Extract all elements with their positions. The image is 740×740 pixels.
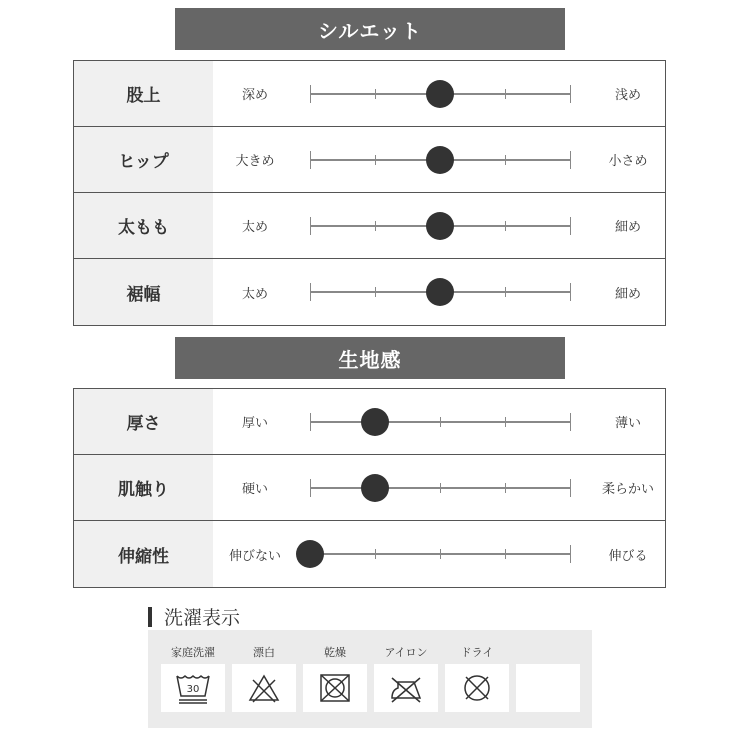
scale-right-label: 浅め xyxy=(614,88,641,103)
scale-tick xyxy=(440,417,441,427)
scale-tick xyxy=(310,479,311,497)
scale-tick xyxy=(310,413,311,431)
scale-right-label: 薄い xyxy=(614,416,641,431)
wash-tub-30-icon xyxy=(161,664,225,712)
scale-row xyxy=(74,259,665,325)
scale-tick xyxy=(505,287,506,297)
scale-row xyxy=(74,127,665,193)
fabric-banner xyxy=(175,337,565,379)
row-label: 肌触り xyxy=(74,455,213,520)
row-label: ヒップ xyxy=(74,127,213,192)
wash-temp: 30 xyxy=(186,684,200,695)
scale-tick xyxy=(505,483,506,493)
scale-tick xyxy=(570,283,571,301)
wash-label: 家庭洗濯 xyxy=(171,646,215,659)
scale-tick xyxy=(505,549,506,559)
scale-tick xyxy=(505,221,506,231)
washing-heading xyxy=(148,603,240,630)
scale-right-label: 伸びる xyxy=(608,548,648,564)
scale-left-label: 太め xyxy=(241,286,268,302)
scale-row xyxy=(74,455,665,521)
scale-tick xyxy=(310,217,311,235)
scale-tick xyxy=(570,217,571,235)
no-iron-icon xyxy=(374,664,438,712)
scale-tick xyxy=(375,155,376,165)
wash-label: 乾燥 xyxy=(324,646,346,659)
row-label: 股上 xyxy=(74,61,213,126)
row-label: 伸縮性 xyxy=(74,521,213,587)
row-label: 裾幅 xyxy=(74,259,213,325)
silhouette-banner xyxy=(175,8,565,50)
scale-row xyxy=(74,61,665,127)
scale-tick xyxy=(310,85,311,103)
scale-left-label: 太め xyxy=(241,220,268,235)
scale-left-label: 深め xyxy=(241,88,268,103)
scale-tick xyxy=(310,283,311,301)
scale-row xyxy=(74,521,665,587)
row-label: 厚さ xyxy=(74,389,213,454)
scale-row xyxy=(74,389,665,455)
scale-right-label: 細め xyxy=(614,220,641,235)
scale-marker xyxy=(426,278,454,306)
silhouette-table xyxy=(73,60,666,326)
washing-title: 洗濯表示 xyxy=(164,607,241,629)
fabric-title: 生地感 xyxy=(338,347,402,372)
scale-marker xyxy=(296,540,324,568)
scale-tick xyxy=(310,151,311,169)
scale-right-label: 柔らかい xyxy=(601,482,654,497)
scale-tick xyxy=(375,549,376,559)
scale-tick xyxy=(375,287,376,297)
scale-tick xyxy=(505,417,506,427)
scale-tick xyxy=(375,89,376,99)
scale-left-label: 大きめ xyxy=(235,154,275,169)
scale-left-label: 厚い xyxy=(241,416,268,431)
row-label: 太もも xyxy=(74,193,213,258)
wash-label: 漂白 xyxy=(253,646,275,659)
scale-marker xyxy=(426,212,454,240)
scale-tick xyxy=(375,221,376,231)
scale-tick xyxy=(570,413,571,431)
scale-left-label: 硬い xyxy=(241,482,268,497)
scale-tick xyxy=(570,85,571,103)
scale-tick xyxy=(570,545,571,563)
scale-left-label: 伸びない xyxy=(228,548,281,564)
scale-row xyxy=(74,193,665,259)
scale-right-label: 小さめ xyxy=(608,154,648,169)
fabric-table xyxy=(73,388,666,588)
wash-label: ドライ xyxy=(460,646,494,659)
scale-tick xyxy=(440,483,441,493)
scale-marker xyxy=(426,80,454,108)
washing-panel xyxy=(148,630,592,728)
scale-tick xyxy=(505,89,506,99)
no-tumble-dry-icon xyxy=(303,664,367,712)
silhouette-title: シルエット xyxy=(317,18,423,43)
scale-tick xyxy=(505,155,506,165)
scale-tick xyxy=(440,549,441,559)
heading-bar xyxy=(148,607,152,627)
scale-right-label: 細め xyxy=(614,286,641,302)
no-dry-clean-icon xyxy=(445,664,509,712)
scale-tick xyxy=(570,151,571,169)
scale-tick xyxy=(570,479,571,497)
scale-marker xyxy=(426,146,454,174)
empty-slot xyxy=(516,664,580,712)
no-bleach-icon xyxy=(232,664,296,712)
scale-marker xyxy=(361,474,389,502)
wash-label: アイロン xyxy=(384,646,428,659)
scale-marker xyxy=(361,408,389,436)
